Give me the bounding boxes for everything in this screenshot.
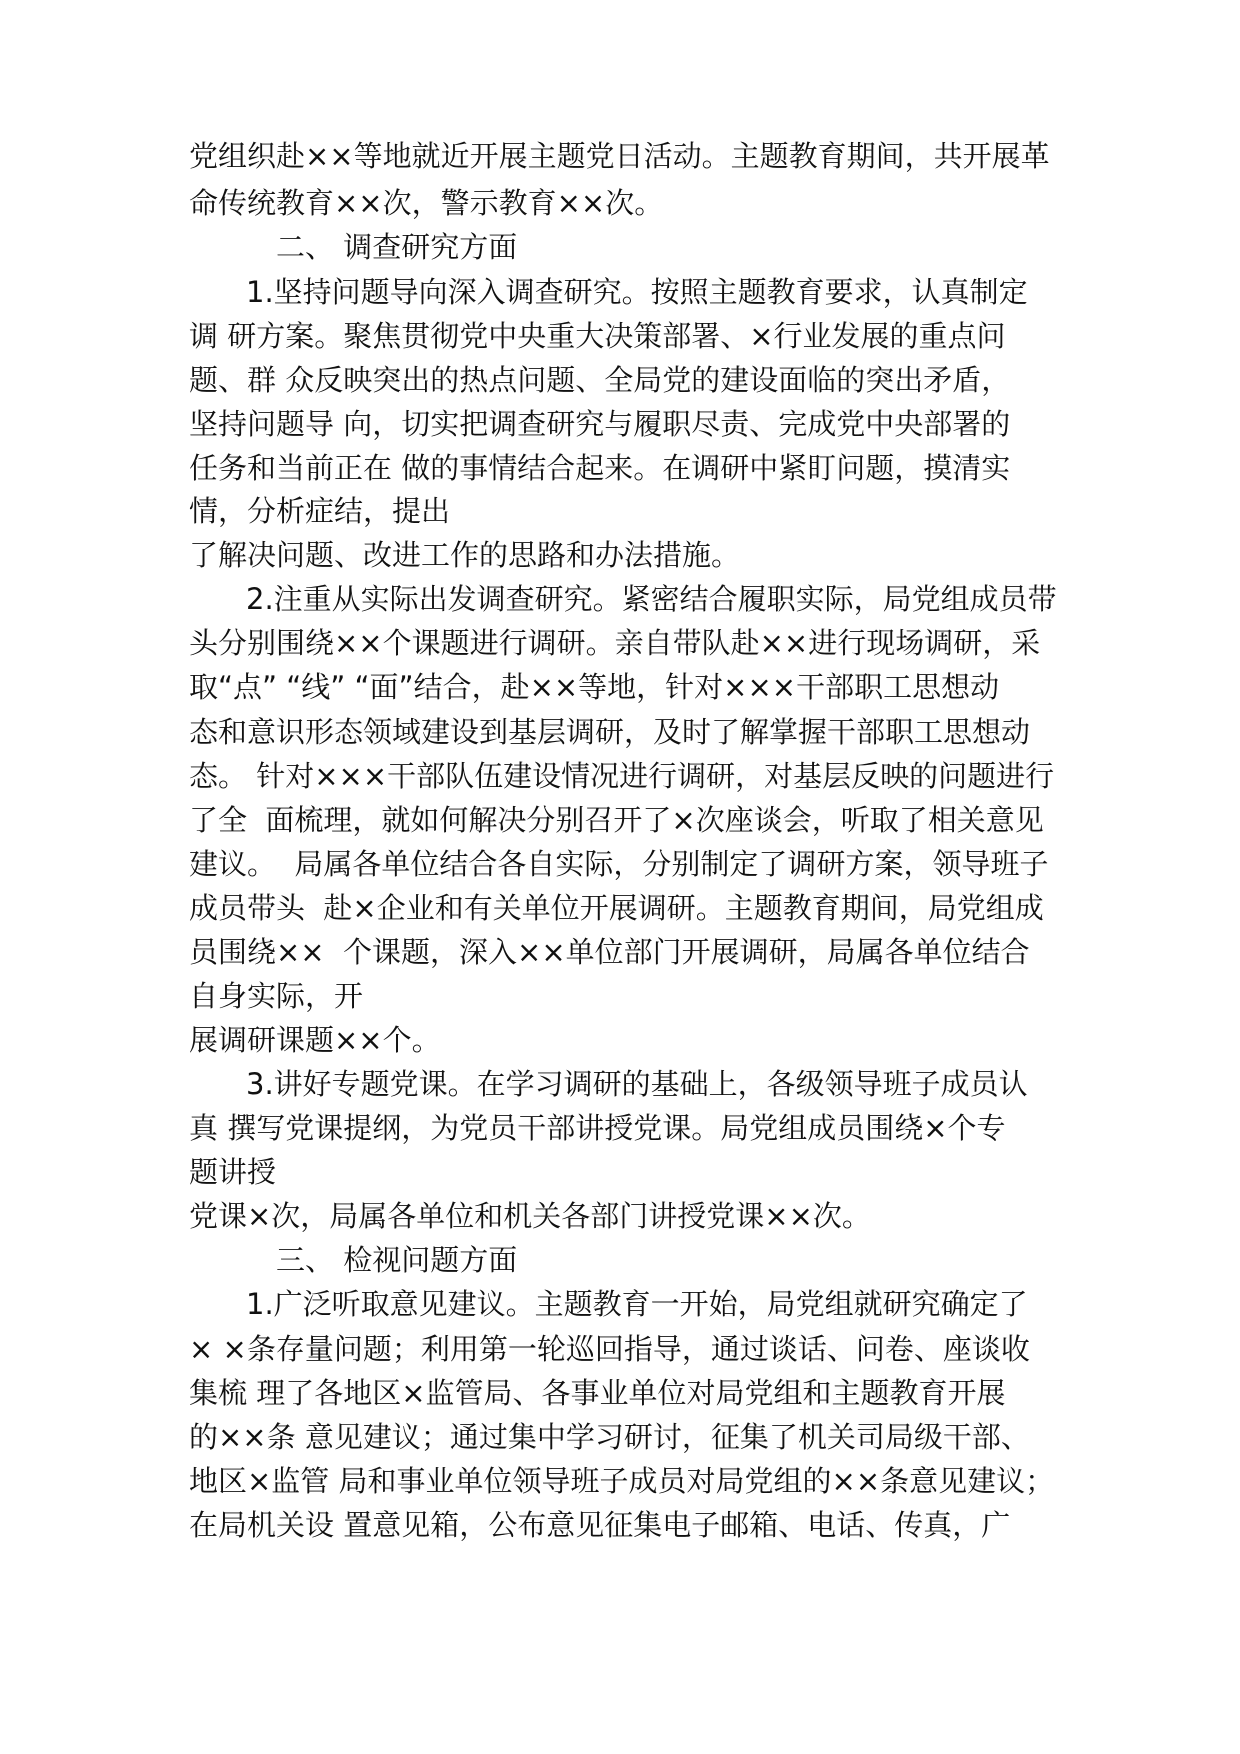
paragraph-line: 3.讲好专题党课。在学习调研的基础上，各级领导班子成员认 (246, 1067, 1028, 1101)
paragraph-line: 在局机关设 置意见箱，公布意见征集电子邮箱、电话、传真，广 (189, 1508, 1011, 1542)
section-heading: 三、 检视问题方面 (276, 1243, 518, 1277)
paragraph-line: × ×条存量问题；利用第一轮巡回指导，通过谈话、问卷、座谈收 (189, 1332, 1030, 1366)
paragraph-line: 情，分析症结，提出 (189, 494, 451, 528)
paragraph-line: 地区×监管 局和事业单位领导班子成员对局党组的××条意见建议； (189, 1464, 1055, 1498)
paragraph-line: 1.坚持问题导向深入调查研究。按照主题教育要求，认真制定 (246, 275, 1028, 309)
section-heading: 二、 调查研究方面 (276, 230, 518, 264)
paragraph-line: 2.注重从实际出发调查研究。紧密结合履职实际，局党组成员带 (246, 582, 1057, 616)
paragraph-line: 真 撰写党课提纲，为党员干部讲授党课。局党组成员围绕×个专 (189, 1111, 1006, 1145)
paragraph-line: 了解决问题、改进工作的思路和办法措施。 (189, 538, 741, 572)
paragraph-line: 任务和当前正在 做的事情结合起来。在调研中紧盯问题，摸清实 (189, 451, 1011, 485)
paragraph-line: 调 研方案。聚焦贯彻党中央重大决策部署、×行业发展的重点问 (189, 319, 1006, 353)
paragraph-line: 自身实际，开 (189, 979, 364, 1013)
paragraph-line: 命传统教育××次，警示教育××次。 (189, 186, 664, 220)
paragraph-line: 态。 针对×××干部队伍建设情况进行调研，对基层反映的问题进行 (189, 759, 1055, 793)
paragraph-line: 党课×次，局属各单位和机关各部门讲授党课××次。 (189, 1199, 871, 1233)
paragraph-line: 题讲授 (189, 1155, 277, 1189)
paragraph-line: 题、群 众反映突出的热点问题、全局党的建设面临的突出矛盾， (189, 363, 1011, 397)
paragraph-line: 建议。 局属各单位结合各自实际，分别制定了调研方案，领导班子 (189, 847, 1049, 881)
paragraph-line: 坚持问题导 向，切实把调查研究与履职尽责、完成党中央部署的 (189, 407, 1011, 441)
paragraph-line: 展调研课题××个。 (189, 1023, 441, 1057)
paragraph-line: 成员带头 赴×企业和有关单位开展调研。主题教育期间，局党组成 (189, 891, 1044, 925)
paragraph-line: 集梳 理了各地区×监管局、各事业单位对局党组和主题教育开展 (189, 1376, 1006, 1410)
paragraph-line: 了全 面梳理，就如何解决分别召开了×次座谈会，听取了相关意见 (189, 803, 1044, 837)
paragraph-line: 取“点” “线” “面”结合，赴××等地，针对×××干部职工思想动 (189, 670, 1000, 704)
paragraph-line: 党组织赴××等地就近开展主题党日活动。主题教育期间，共开展革 (189, 139, 1050, 173)
paragraph-line: 的××条 意见建议；通过集中学习研讨，征集了机关司局级干部、 (189, 1420, 1030, 1454)
paragraph-line: 员围绕×× 个课题，深入××单位部门开展调研，局属各单位结合 (189, 935, 1030, 969)
paragraph-line: 态和意识形态领域建设到基层调研，及时了解掌握干部职工思想动 (189, 715, 1031, 749)
paragraph-line: 1.广泛听取意见建议。主题教育一开始，局党组就研究确定了 (246, 1287, 1028, 1321)
paragraph-line: 头分别围绕××个课题进行调研。亲自带队赴××进行现场调研，采 (189, 626, 1041, 660)
